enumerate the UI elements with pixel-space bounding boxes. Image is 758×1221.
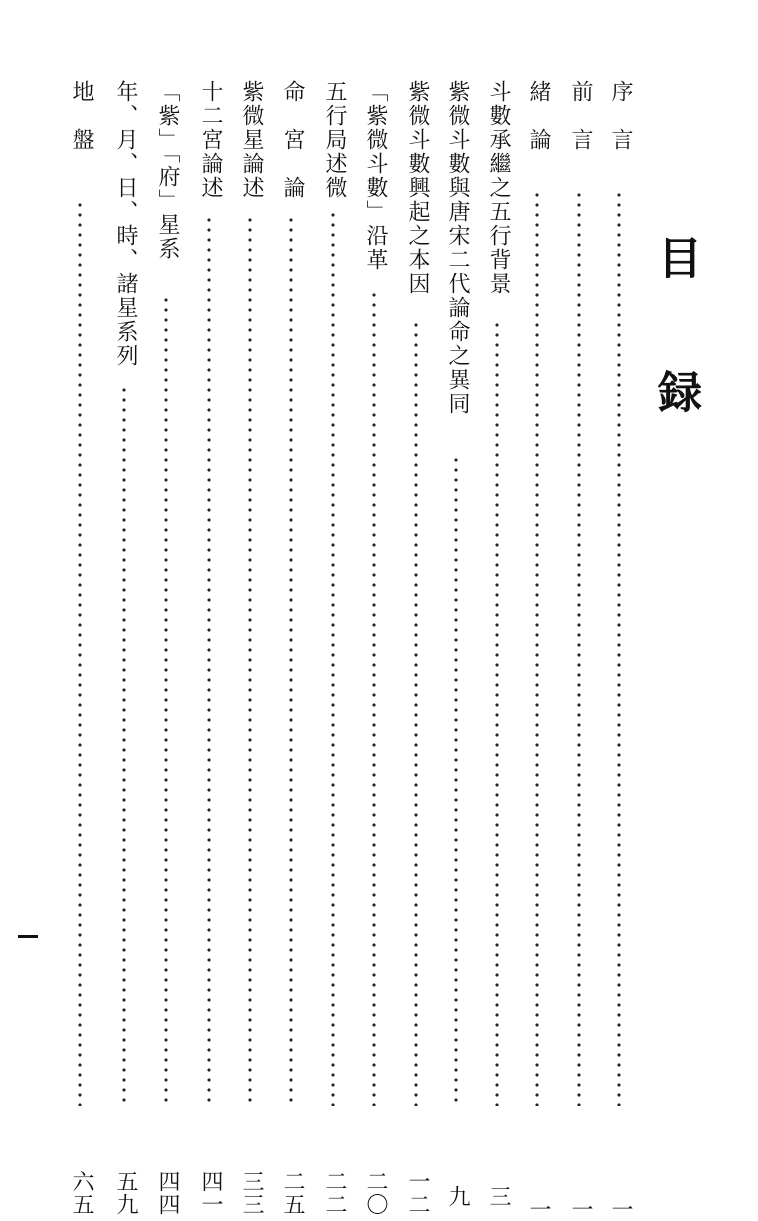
toc-entry-page: 二〇: [363, 1170, 388, 1216]
toc-entry: [603, 80, 637, 1221]
toc-entry-page: 三: [486, 1185, 511, 1208]
toc-entry-title: 紫微星論述: [239, 80, 264, 200]
toc-entry: [563, 80, 597, 1221]
toc-entry: [440, 80, 474, 1208]
toc-entry-title: 紫微斗數興起之本因: [405, 80, 430, 296]
toc-entry-page: 四四: [155, 1170, 180, 1216]
dot-leader: [535, 190, 539, 1106]
toc-entry-page: 一: [568, 1198, 593, 1221]
toc-entry-page: 一: [526, 1198, 551, 1221]
toc-entry-title: 「紫微斗數」沿革: [363, 80, 388, 272]
dot-leader: [122, 385, 126, 1106]
toc-entry: [64, 80, 98, 1216]
toc-entry-page: 九: [445, 1185, 470, 1208]
toc-entry: [317, 80, 351, 1216]
toc-entry: [108, 80, 142, 1216]
toc-entry-title: 命 宮 論: [280, 80, 305, 200]
dot-leader: [414, 320, 418, 1106]
toc-entry-title: 五行局述微: [322, 80, 347, 200]
toc-entry: [481, 80, 515, 1208]
toc-entry: [150, 80, 184, 1216]
toc-entry-page: 二五: [280, 1170, 305, 1216]
toc-entry-page: 一二: [405, 1170, 430, 1216]
toc-entry-page: 二二: [322, 1170, 347, 1216]
toc-entry: [358, 80, 392, 1216]
toc-entry-title: 地 盤: [69, 80, 94, 152]
toc-entry: [400, 80, 434, 1216]
toc-entry-title: 斗數承繼之五行背景: [486, 80, 511, 296]
toc-entry-page: 五九: [113, 1170, 138, 1216]
toc-entry-title: 紫微斗數與唐宋二代論命之異同: [445, 80, 470, 416]
dot-leader: [207, 215, 211, 1106]
dot-leader: [454, 455, 458, 1106]
dot-leader: [617, 190, 621, 1106]
toc-entry-page: 一: [608, 1198, 633, 1221]
dot-leader: [248, 215, 252, 1106]
toc-entry-page: 四一: [198, 1170, 223, 1216]
toc-entry-title: 年、月、日、時、諸星系列: [113, 80, 138, 368]
toc-entry-title: 「紫」「府」星系: [155, 80, 180, 261]
dot-leader: [495, 320, 499, 1106]
toc-entry-page: 三三: [239, 1170, 264, 1216]
toc-entry: [234, 80, 268, 1216]
toc-entry: [193, 80, 227, 1216]
dot-leader: [78, 200, 82, 1106]
toc-entry: [521, 80, 555, 1221]
toc-entry-title: 緒 論: [526, 80, 551, 152]
dot-leader: [372, 290, 376, 1106]
toc-entry-title: 十二宮論述: [198, 80, 223, 200]
toc-entry: [275, 80, 309, 1216]
toc-entry-page: 六五: [69, 1170, 94, 1216]
margin-page-marker: [18, 935, 38, 938]
dot-leader: [331, 210, 335, 1106]
toc-entry-title: 序 言: [608, 80, 633, 152]
dot-leader: [577, 190, 581, 1106]
toc-entry-title: 前 言: [568, 80, 593, 152]
dot-leader: [164, 295, 168, 1106]
dot-leader: [289, 215, 293, 1106]
toc-title: 目録: [650, 235, 701, 503]
